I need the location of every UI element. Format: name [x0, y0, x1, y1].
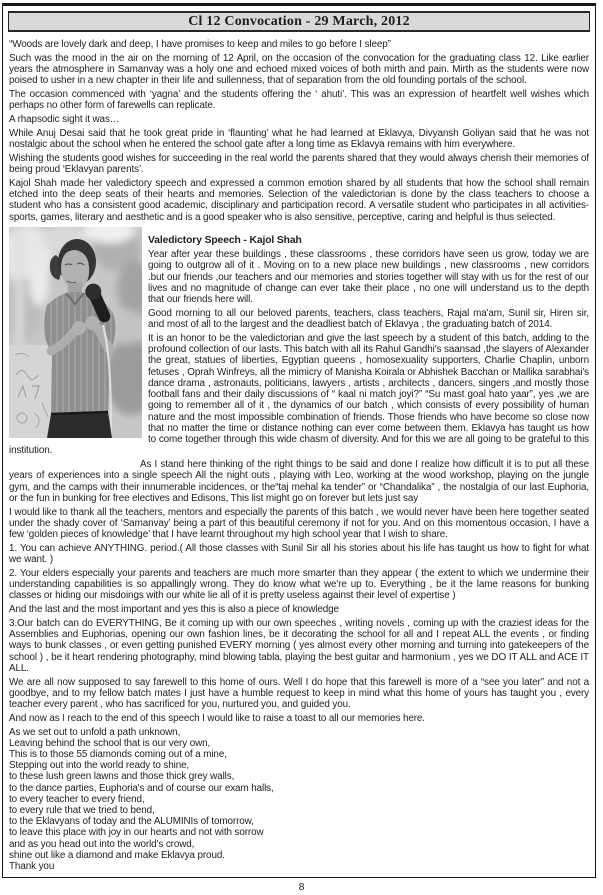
- skirt: [47, 412, 112, 438]
- intro-paragraph: A rhapsodic sight it was…: [9, 114, 120, 125]
- speech-paragraph: Good morning to all our beloved parents, teachers, class teachers, Rajal ma'am, Sunil sir, Hiren sir, and most of all to the largest and the deadliest batch of Eklavya , the graduating batch of 2014.: [148, 307, 589, 330]
- poem-line: to leave this place with joy in our hearts and not with sorrow: [9, 827, 264, 839]
- poem-line: This is to those 55 diamonds coming out of a mine,: [9, 748, 227, 760]
- speech-paragraph: I would like to thank all the teachers, mentors and especially the parents of this batch , we would never have been here together seated under the shady cover of ‘Samanvay’ being a part of this beautiful ceremony if not for you. And on this momentous occasion, I have a few ‘golden pieces of knowledge’ that I have learnt throughout my high school year that I wish to share.: [9, 506, 589, 540]
- poem-line: to these lush green lawns and those thick grey walls,: [9, 771, 235, 783]
- speech-paragraph: And the last and the most important and yes this is also a piece of knowledge: [9, 604, 339, 615]
- poem-line: to every rule that we tried to bend,: [9, 804, 155, 816]
- poem-line: to every teacher to every friend,: [9, 793, 145, 805]
- poem-line: to the dance parties, Euphoria's and of course our exam halls,: [9, 782, 274, 794]
- poem-line: shine out like a diamond and make Eklavya proud.: [9, 849, 225, 861]
- page-number: 8: [298, 881, 305, 893]
- intro-paragraph: The occasion commenced with ‘yagna’ and the students offering the ‘ ahuti’. This was an expression of heartfelt well wishes which perhaps no other form of farewells can replicate.: [9, 89, 589, 112]
- intro-paragraph: Wishing the students good wishes for succeeding in the real world the parents shared that they would always cherish their memories of being proud ‘Eklavyan parents’.: [9, 152, 589, 175]
- article-body: [3, 39, 595, 872]
- intro-paragraph: Kajol Shah made her valedictory speech and expressed a common emotion shared by all students that how the school shall remain etched into the deep seats of their hearts and memories. Selection of the valedictorian is done by the class teachers to choose a student who has a consistent good academic, disciplinary and participation record. A versatile student who participates in all activities-sports, games, literary and aesthetic and is a good speaker who is also sensitive, perceptive, caring and helpful is thus selected.: [9, 177, 589, 223]
- page-title-bar: [8, 11, 590, 32]
- speech-paragraph-indented: As I stand here thinking of the right things to be said and done I realize how difficult it is to put all these years of experiences into a single speech All the night outs , playing with Leo, working at the wood workshop, playing on the jungle gym, and the camps with their innumerable incidences, or the“taj mehal ka tender” or “Chandalika” , the nostalgia of our last Euphoria, or the fun in bunking for free electives and Edisons, This list might go on forever but lets just say: [9, 459, 589, 504]
- farewell-poem: [9, 727, 589, 873]
- speech-paragraph: And now as I reach to the end of this speech I would like to raise a toast to all our memories here.: [9, 712, 425, 724]
- intro-paragraph: Such was the mood in the air on the morning of 12 April, on the occasion of the convocation for the graduating class 12. Like earlier years the atmosphere in Samanvay was a holy one and echoed mixed voices of both mirth and pain. Mirth as the students were now poised to usher in a new chapter in their life and sullenness, that of separation from the old founding portals of the school.: [9, 52, 589, 87]
- page-frame: [2, 3, 596, 878]
- speech-heading: Valedictory Speech - Kajol Shah: [148, 235, 302, 247]
- poem-line: Stepping out into the world ready to shine,: [9, 760, 190, 772]
- poem-line: and as you head out into the world's crowd,: [9, 838, 195, 850]
- poem-line: As we set out to unfold a path unknown,: [9, 726, 181, 738]
- poem-line: to the Eklavyans of today and the ALUMINIs of tomorrow,: [9, 816, 254, 828]
- intro-paragraph-quote: “Woods are lovely dark and deep, I have promises to keep and miles to go before I sleep”: [9, 39, 391, 50]
- speech-section: [9, 225, 589, 872]
- page-title: Cl 12 Convocation - 29 March, 2012: [188, 14, 410, 29]
- poem-line: Leaving behind the school that is our very own,: [9, 737, 211, 749]
- speech-paragraph: 1. You can achieve ANYTHING. period.( All those classes with Sunil Sir all his stories about his life has taught us how to fight for what we want. ): [9, 542, 589, 565]
- poem-line: Thank you: [9, 860, 55, 872]
- speech-paragraph: Year after year these buildings , these classrooms , these corridors have seen us grow, today we are going to outgrow all of it . Moving on to a new place new buildings , new classrooms , new corridors .but our friends ,our teachers and our memories and stories together will stay with us for the rest of our lives and no magnitude of change can ever take their place , no one will understand us to the depth that our friends here will.: [148, 249, 589, 305]
- speech-paragraph: 2. Your elders especially your parents and teachers are much more smarter than they appear ( the extent to which we undermine their understanding capabilities is so appallingly wrong. They do know what we're up to. Everything , be it the lame reasons for bunking classes or hiding our misdoings with our white lie all of it is pretty useless against their level of expertise ): [9, 567, 589, 602]
- speech-paragraph: It is an honor to be the valedictorian and give the last speech by a student of this batch, adding to the profound collection of our lasts. This batch with all its Rahul Gandhi's saansad ,the slayers of Alexander the great, statues of liberties, Egyptian queens , homosexuality supporters, Charlie Chaplin, unborn fetuses , Oprah Winfreys, all the mimicry of Manisha Koirala or Abhishek Bacchan or Mallika sarabhai's dance drama , astronauts, politicians, lawyers , artists , architects , dancers, singers ,and mostly those football fans and their daily discussions of “ kaal ni match joyi?” “Su mast goal hato yaar”, yes ,we are going to remember all of it , the dynamics of our batch , which consists of every possibility of human nature and the most impossible combination of friends. Those friends who have become so close now that no matter the time or distance nothing can ever come between them. Eklavya has taught us how to come together through this wide chasm of diversity. And for this we are all going to be grateful to this institution.: [9, 332, 589, 457]
- speech-paragraph: 3.Our batch can do EVERYTHING, Be it coming up with our own speeches , writing novels , coming up with the craziest ideas for the Assemblies and Euphorias, opening our own fashion lines, be it decorating the school for all and I repeat ALL the events , or finding ways to bunk classes , or even getting punished EVERY morning ( yes almost every other morning and turning into gatekeepers of the school ) , be it heart rendering photography, mind blowing tabla, playing the best guitar and harmonium , yes we DO IT ALL and ACE IT ALL.: [9, 617, 589, 674]
- speech-paragraph: We are all now supposed to say farewell to this home of ours. Well I do hope that this farewell is more of a “see you later” and not a goodbye, and to my fellow batch mates I just have a humble request to keep in mind what this home of yours has taught you , every teacher every parent , who has sacrificed for you, nurtured you, and guided you.: [9, 676, 589, 710]
- intro-paragraph: While Anuj Desai said that he took great pride in ‘flaunting’ what he had learned at Eklavya, Divyansh Goliyan said that he was not nostalgic about the school when he entered the school gate after a long time as Eklavya remains with him everywhere.: [9, 127, 589, 150]
- valedictorian-photo: [9, 227, 142, 438]
